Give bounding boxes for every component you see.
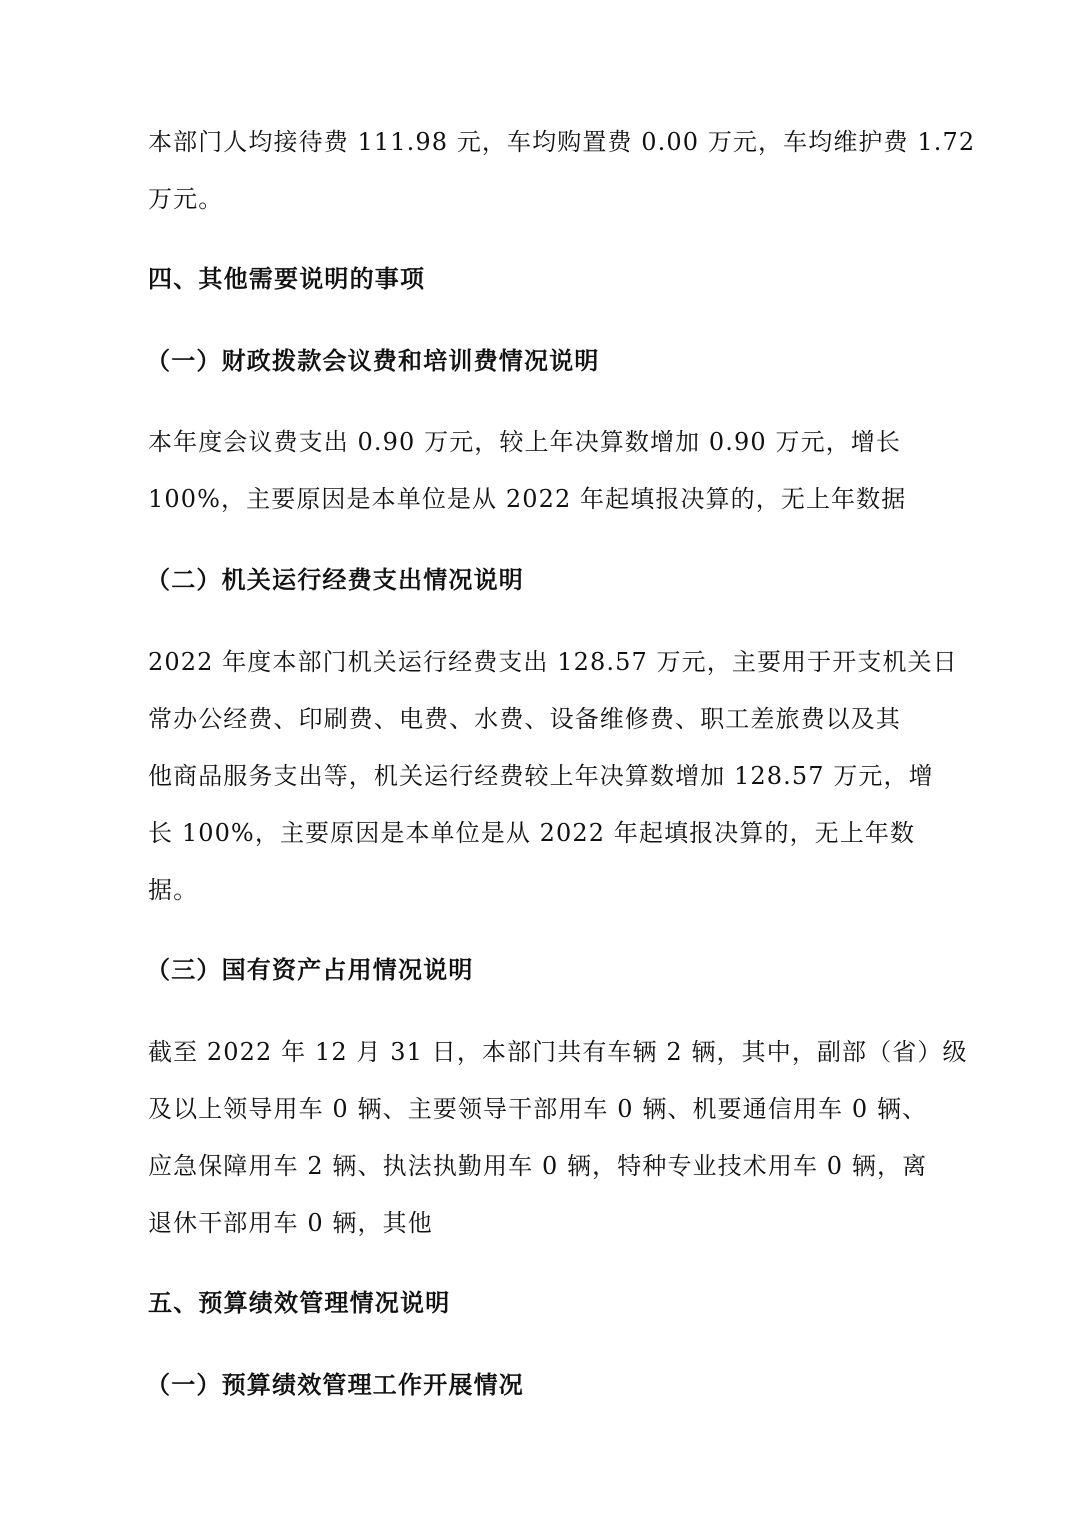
intro-line-2: 万元。 [148, 185, 224, 213]
intro-line-1: 本部门人均接待费 111.98 元，车均购置费 0.00 万元，车均维护费 1.72 [148, 128, 976, 156]
section-4-subsection-3-line-2: 及以上领导用车 0 辆、主要领导干部用车 0 辆、机要通信用车 0 辆、 [148, 1095, 928, 1123]
section-4-subsection-2-line-3: 他商品服务支出等，机关运行经费较上年决算数增加 128.57 万元，增 [148, 762, 934, 790]
section-4-subsection-2-line-2: 常办公经费、印刷费、电费、水费、设备维修费、职工差旅费以及其 [148, 705, 901, 733]
section-4-subsection-1-line-2: 100%，主要原因是本单位是从 2022 年起填报决算的，无上年数据 [148, 485, 907, 513]
section-4-subsection-3-line-1: 截至 2022 年 12 月 31 日，本部门共有车辆 2 辆，其中，副部（省）级 [148, 1038, 968, 1066]
section-4-subsection-1-title: （一）财政拨款会议费和培训费情况说明 [146, 346, 600, 375]
section-4-title: 四、其他需要说明的事项 [148, 264, 426, 293]
section-4-subsection-2-line-5: 据。 [148, 876, 199, 904]
section-5-subsection-1-title: （一）预算绩效管理工作开展情况 [146, 1370, 524, 1399]
section-4-subsection-3-title: （三）国有资产占用情况说明 [146, 955, 474, 984]
section-4-subsection-2-line-4: 长 100%，主要原因是本单位是从 2022 年起填报决算的，无上年数 [148, 819, 916, 847]
section-4-subsection-2-line-1: 2022 年度本部门机关运行经费支出 128.57 万元，主要用于开支机关日 [148, 648, 958, 676]
section-5-title: 五、预算绩效管理情况说明 [148, 1288, 451, 1317]
section-4-subsection-2-title: （二）机关运行经费支出情况说明 [146, 565, 524, 594]
section-4-subsection-1-line-1: 本年度会议费支出 0.90 万元，较上年决算数增加 0.90 万元，增长 [148, 428, 901, 456]
section-4-subsection-3-line-3: 应急保障用车 2 辆、执法执勤用车 0 辆，特种专业技术用车 0 辆，离 [148, 1152, 928, 1180]
section-4-subsection-3-line-4: 退休干部用车 0 辆，其他 [148, 1209, 433, 1237]
